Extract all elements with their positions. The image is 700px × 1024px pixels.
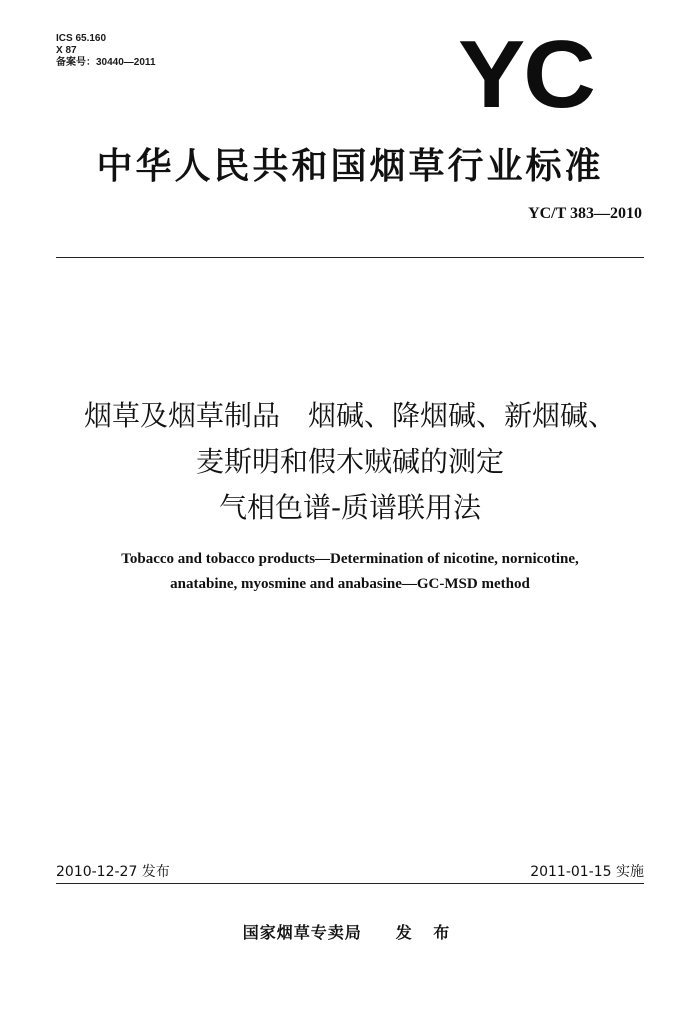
standard-number: YC/T 383—2010 (528, 205, 642, 222)
effective-date: 2011-01-15 实施 (530, 864, 644, 880)
publisher-name: 国家烟草专卖局 (242, 923, 362, 942)
yc-logo: YC (458, 21, 594, 128)
bottom-divider (56, 883, 644, 884)
chinese-title-line: 麦斯明和假木贼碱的测定 (195, 445, 504, 478)
english-document-title (0, 547, 700, 597)
chinese-title-line: 烟草及烟草制品 烟碱、降烟碱、新烟碱、 (83, 399, 616, 432)
publisher-line (0, 920, 700, 943)
publisher-action: 发 布 (395, 923, 458, 942)
english-title-line: anatabine, myosmine and anabasine—GC-MSD method (170, 576, 530, 592)
ics-code: ICS 65.160 (56, 33, 107, 44)
record-number: 备案号：30440—2011 (56, 57, 156, 68)
category-code: X 87 (56, 45, 77, 56)
top-divider (56, 257, 644, 258)
chinese-document-title (0, 393, 700, 531)
issue-date: 2010-12-27 发布 (56, 864, 170, 880)
standard-title: 中华人民共和国烟草行业标准 (96, 146, 604, 187)
standard-metadata (56, 33, 156, 69)
english-title-line: Tobacco and tobacco products—Determination of nicotine, nornicotine, (121, 551, 579, 567)
chinese-title-line: 气相色谱-质谱联用法 (218, 491, 482, 524)
